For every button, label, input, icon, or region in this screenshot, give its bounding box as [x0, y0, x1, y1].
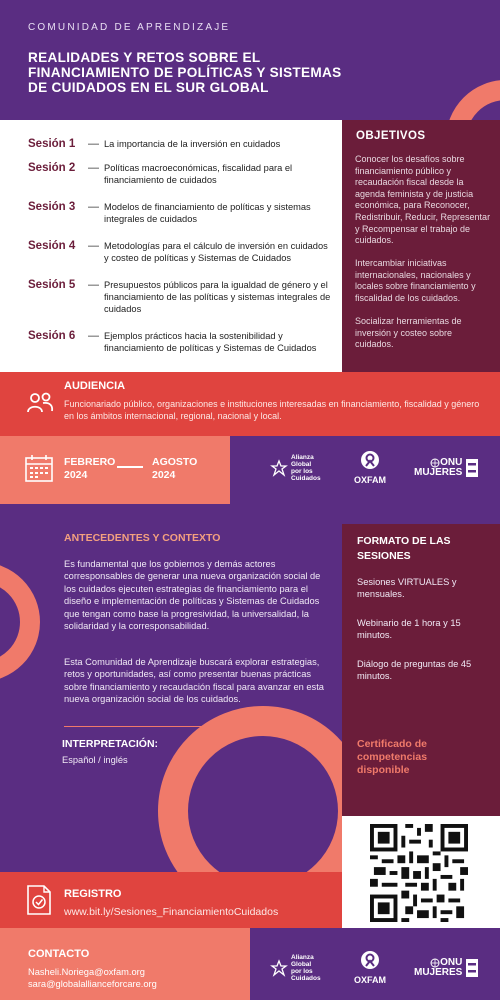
calendar-icon	[24, 454, 54, 484]
session-item: Sesión 6 — Ejemplos prácticos hacia la sostenibilidad y financiamiento de políticas y Sistemas de Cuidados	[28, 330, 333, 354]
contact-email-link[interactable]: sara@globalallianceforcare.org	[28, 979, 157, 989]
context-paragraph: Es fundamental que los gobiernos y demás actores corresponsables de generar una nueva organización social de los cuidados ejecuten estrategias de financiamiento para el diseño e implementación de políticas y Sistemas de Cuidados que tengan como base la progresividad, la universalidad, la solidaridad y la corresponsabilidad.	[64, 559, 321, 632]
oxfam-logo: OXFAM	[354, 450, 386, 485]
kicker: COMUNIDAD DE APRENDIZAJE	[28, 22, 231, 33]
decorative-ring-left	[0, 562, 40, 682]
session-description: Metodologías para el cálculo de inversión en cuidados y costeo de políticas y Sistemas de Cuidados	[104, 241, 328, 263]
contact-band	[0, 928, 250, 1000]
alliance-mark-icon	[270, 959, 288, 977]
session-number: Sesión 2	[28, 162, 76, 174]
format-title: FORMATO DE LAS SESIONES	[357, 535, 451, 562]
certificate-check-icon	[26, 884, 52, 916]
context-title: ANTECEDENTES Y CONTEXTO	[64, 532, 221, 544]
people-icon	[26, 392, 54, 414]
session-description: Políticas macroeconómicas, fiscalidad para el financiamiento de cuidados	[104, 163, 293, 185]
contact-email-link[interactable]: Nasheli.Noriega@oxfam.org	[28, 967, 145, 977]
oxfam-logo: OXFAM	[354, 950, 386, 985]
session-number: Sesión 4	[28, 240, 76, 252]
objectives-panel	[342, 120, 500, 372]
dates-band	[0, 436, 230, 504]
partner-logos	[230, 436, 500, 504]
objective-item: Intercambiar iniciativas internacionales, nacionales y locales sobre financiamiento y fiscalidad de los cuidados.	[355, 258, 476, 304]
sessions-panel	[0, 120, 342, 372]
audience-text: Funcionariado público, organizaciones e instituciones interesadas en financiamiento, fiscalidad y género en los ámbitos internacional, regional, nacional y local.	[64, 399, 480, 421]
qr-code[interactable]	[370, 824, 468, 922]
alianza-logo: Alianza Global por los Cuidados	[270, 954, 321, 982]
session-number: Sesión 1	[28, 138, 76, 150]
session-description: Presupuestos públicos para la igualdad de género y el financiamiento de las políticas y sistemas integrales de cuidados	[104, 280, 331, 314]
onu-mujeres-logo: ONU MUJERES	[414, 458, 479, 478]
format-item: Webinario de 1 hora y 15 minutos.	[357, 618, 461, 641]
objectives-list	[355, 154, 493, 362]
interpretation-title: INTERPRETACIÓN:	[62, 738, 159, 750]
session-item: Sesión 1 — La importancia de la inversión en cuidados	[28, 138, 281, 150]
end-date: AGOSTO 2024	[152, 456, 198, 481]
registration-band	[0, 872, 342, 928]
onu-mujeres-logo: ONU MUJERES	[414, 958, 479, 978]
registration-title: REGISTRO	[64, 888, 122, 900]
alianza-logo: Alianza Global por los Cuidados	[270, 454, 321, 482]
format-panel	[342, 524, 500, 816]
alliance-mark-icon	[270, 459, 288, 477]
oxfam-mark-icon	[360, 450, 380, 470]
objective-item: Conocer los desafíos sobre financiamiento público y recaudación fiscal desde la agenda feminista y de justicia económica, para Reconocer, Redistribuir, Reducir, Representar y Recompensar el trabajo de cuidados.	[355, 154, 491, 246]
session-item: Sesión 3 — Modelos de financiamiento de políticas y sistemas integrales de cuidados	[28, 201, 333, 225]
registration-link[interactable]: www.bit.ly/Sesiones_FinanciamientoCuidados	[64, 906, 279, 918]
equality-mark-icon	[465, 958, 479, 978]
audience-band	[0, 372, 500, 436]
format-item: Diálogo de preguntas de 45 minutos.	[357, 659, 472, 682]
session-item: Sesión 4 — Metodologías para el cálculo de inversión en cuidados y costeo de políticas y Sistemas de Cuidados	[28, 240, 333, 264]
objectives-title: OBJETIVOS	[356, 130, 426, 142]
interpretation-value: Español / inglés	[62, 755, 128, 765]
divider	[64, 726, 230, 727]
audience-title: AUDIENCIA	[64, 380, 126, 392]
session-item: Sesión 5 — Presupuestos públicos para la igualdad de género y el financiamiento de las políticas y sistemas integrales de cuidados	[28, 279, 333, 315]
session-number: Sesión 5	[28, 279, 76, 291]
qr-code-panel	[342, 816, 500, 928]
session-number: Sesión 3	[28, 201, 76, 213]
context-paragraph: Esta Comunidad de Aprendizaje buscará explorar estrategias, retos y oportunidades, así como presentar buenas prácticas sobre financiamiento y recaudación fiscal para avanzar en esta nueva organización social de los cuidados.	[64, 657, 324, 705]
equality-mark-icon	[465, 458, 479, 478]
start-date: FEBRERO 2024	[64, 456, 116, 481]
contact-title: CONTACTO	[28, 948, 90, 960]
date-separator	[117, 466, 143, 468]
decorative-ring-bottom	[158, 706, 368, 872]
session-description: Ejemplos prácticos hacia la sostenibilidad y financiamiento de políticas y Sistemas de Cuidados	[104, 331, 317, 353]
contact-emails	[28, 966, 157, 990]
objective-item: Socializar herramientas de inversión y costeo sobre cuidados.	[355, 316, 462, 350]
session-description: Modelos de financiamiento de políticas y sistemas integrales de cuidados	[104, 202, 311, 224]
oxfam-mark-icon	[360, 950, 380, 970]
session-number: Sesión 6	[28, 330, 76, 342]
session-item: Sesión 2 — Políticas macroeconómicas, fiscalidad para el financiamiento de cuidados	[28, 162, 333, 186]
session-description: La importancia de la inversión en cuidados	[104, 139, 281, 149]
certificate-note: Certificado de competencias disponible	[357, 738, 428, 776]
page-title: REALIDADES Y RETOS SOBRE EL FINANCIAMIENTO DE POLÍTICAS Y SISTEMAS DE CUIDADOS EN EL SUR GLOBAL	[28, 50, 342, 95]
format-item: Sesiones VIRTUALES y mensuales.	[357, 577, 457, 600]
footer-partner-logos	[250, 928, 500, 1000]
header	[0, 0, 500, 120]
decorative-ring	[446, 80, 500, 120]
